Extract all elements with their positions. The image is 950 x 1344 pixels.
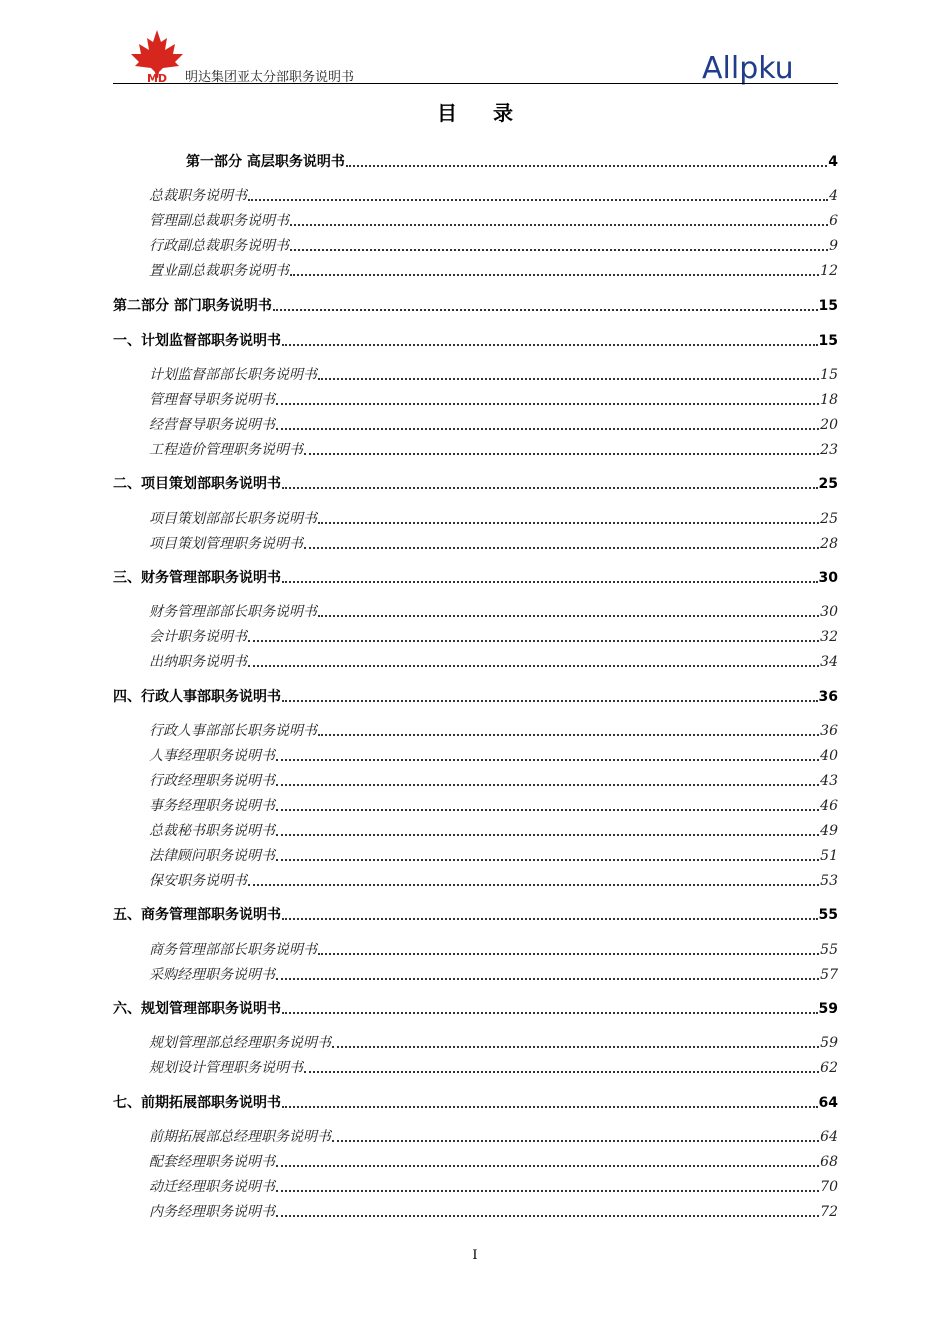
toc-entry-title: 会计职务说明书: [149, 629, 247, 645]
toc-dot-leader: [282, 1106, 818, 1108]
toc-entry-title: 管理督导职务说明书: [149, 392, 275, 408]
toc-entry-page: 30: [818, 570, 838, 586]
toc-section-entry[interactable]: [113, 999, 838, 1019]
toc-entry-title: 三、财务管理部职务说明书: [113, 570, 281, 586]
toc-entry-title: 工程造价管理职务说明书: [149, 442, 303, 458]
toc-entry-page: 59: [818, 1001, 838, 1017]
toc-dot-leader: [276, 403, 819, 405]
toc-dot-leader: [332, 1046, 819, 1048]
toc-section-entry[interactable]: [113, 296, 838, 316]
toc-entry-title: 动迁经理职务说明书: [149, 1179, 275, 1195]
toc-dot-leader: [276, 1215, 819, 1217]
toc-dot-leader: [276, 1165, 819, 1167]
toc-entry-page: 30: [820, 604, 838, 620]
toc-entry-page: 6: [829, 213, 838, 229]
page-number: I: [472, 1248, 478, 1263]
toc-entry-page: 23: [820, 442, 838, 458]
toc-dot-leader: [276, 859, 819, 861]
toc-dot-leader: [304, 1071, 819, 1073]
toc-entry-page: 43: [820, 773, 838, 789]
toc-dot-leader: [282, 581, 818, 583]
toc-entry-page: 70: [820, 1179, 838, 1195]
toc-entry-title: 总裁秘书职务说明书: [149, 823, 275, 839]
toc-item-entry[interactable]: [149, 186, 838, 206]
toc-dot-leader: [282, 700, 818, 702]
toc-dot-leader: [346, 165, 827, 167]
toc-dot-leader: [248, 640, 819, 642]
toc-entry-title: 四、行政人事部职务说明书: [113, 689, 281, 705]
toc-dot-leader: [318, 734, 819, 736]
toc-entry-title: 规划设计管理职务说明书: [149, 1060, 303, 1076]
toc-dot-leader: [290, 224, 828, 226]
toc-dot-leader: [318, 953, 819, 955]
toc-item-entry[interactable]: [149, 236, 838, 256]
toc-section-entry[interactable]: [113, 331, 838, 351]
toc-item-entry[interactable]: [149, 652, 838, 672]
toc-dot-leader: [318, 378, 819, 380]
toc-entry-title: 前期拓展部总经理职务说明书: [149, 1129, 331, 1145]
toc-entry-title: 置业副总裁职务说明书: [149, 263, 289, 279]
toc-entry-page: 40: [820, 748, 838, 764]
toc-item-entry[interactable]: [149, 771, 838, 791]
toc-entry-page: 28: [820, 536, 838, 552]
toc-entry-title: 五、商务管理部职务说明书: [113, 907, 281, 923]
toc-dot-leader: [290, 249, 828, 251]
toc-dot-leader: [276, 428, 819, 430]
toc-entry-title: 项目策划管理职务说明书: [149, 536, 303, 552]
toc-dot-leader: [276, 784, 819, 786]
toc-dot-leader: [248, 665, 819, 667]
toc-entry-title: 计划监督部部长职务说明书: [149, 367, 317, 383]
toc-entry-title: 第二部分 部门职务说明书: [113, 298, 272, 314]
toc-item-entry[interactable]: [149, 940, 838, 960]
toc-entry-page: 15: [818, 333, 838, 349]
toc-entry-title: 总裁职务说明书: [149, 188, 247, 204]
toc-entry-page: 18: [820, 392, 838, 408]
toc-item-entry[interactable]: [149, 415, 838, 435]
toc-entry-page: 25: [820, 511, 838, 527]
svg-text:MD: MD: [146, 72, 168, 84]
toc-entry-title: 配套经理职务说明书: [149, 1154, 275, 1170]
toc-dot-leader: [276, 1190, 819, 1192]
allpku-logo: [700, 46, 820, 86]
toc-dot-leader: [276, 978, 819, 980]
toc-entry-page: 15: [820, 367, 838, 383]
toc-item-entry[interactable]: [149, 1033, 838, 1053]
toc-item-entry[interactable]: [149, 796, 838, 816]
toc-entry-title: 七、前期拓展部职务说明书: [113, 1095, 281, 1111]
toc-section-entry[interactable]: [113, 905, 838, 925]
toc-entry-page: 9: [829, 238, 838, 254]
toc-section-entry[interactable]: [113, 474, 838, 494]
toc-item-entry[interactable]: [149, 1177, 838, 1197]
toc-item-entry[interactable]: [149, 721, 838, 741]
toc-entry-page: 34: [820, 654, 838, 670]
toc-entry-title: 采购经理职务说明书: [149, 967, 275, 983]
toc-entry-title: 一、计划监督部职务说明书: [113, 333, 281, 349]
toc-entry-page: 64: [818, 1095, 838, 1111]
md-maple-leaf-logo: [127, 28, 187, 84]
toc-dot-leader: [282, 918, 818, 920]
toc-item-entry[interactable]: [149, 602, 838, 622]
toc-entry-page: 4: [828, 154, 838, 170]
toc-entry-page: 55: [820, 942, 838, 958]
toc-entry-page: 15: [818, 298, 838, 314]
toc-entry-page: 57: [820, 967, 838, 983]
toc-entry-title: 管理副总裁职务说明书: [149, 213, 289, 229]
toc-dot-leader: [318, 522, 819, 524]
toc-entry-title: 内务经理职务说明书: [149, 1204, 275, 1220]
toc-entry-page: 32: [820, 629, 838, 645]
toc-dot-leader: [282, 344, 818, 346]
toc-entry-title: 出纳职务说明书: [149, 654, 247, 670]
toc-section-entry[interactable]: [113, 1093, 838, 1113]
toc-entry-title: 二、项目策划部职务说明书: [113, 476, 281, 492]
toc-entry-page: 72: [820, 1204, 838, 1220]
toc-item-entry[interactable]: [149, 365, 838, 385]
svg-text:Allpku: Allpku: [702, 51, 794, 86]
toc-item-entry[interactable]: [149, 871, 838, 891]
toc-entry-page: 51: [820, 848, 838, 864]
toc-dot-leader: [273, 309, 818, 311]
toc-entry-page: 53: [820, 873, 838, 889]
toc-title: 目录: [437, 101, 549, 125]
toc-item-entry[interactable]: [149, 440, 838, 460]
toc-entry-page: 36: [820, 723, 838, 739]
toc-item-entry[interactable]: [149, 390, 838, 410]
page-header: [113, 28, 838, 86]
toc-dot-leader: [304, 547, 819, 549]
toc-dot-leader: [282, 1012, 818, 1014]
toc-item-entry[interactable]: [149, 1152, 838, 1172]
toc-entry-title: 第一部分 高层职务说明书: [186, 154, 345, 170]
toc-entry-page: 55: [818, 907, 838, 923]
toc-item-entry[interactable]: [149, 1058, 838, 1078]
toc-dot-leader: [276, 809, 819, 811]
toc-entry-page: 12: [820, 263, 838, 279]
toc-entry-title: 六、规划管理部职务说明书: [113, 1001, 281, 1017]
toc-entry-title: 财务管理部部长职务说明书: [149, 604, 317, 620]
toc-item-entry[interactable]: [149, 211, 838, 231]
toc-dot-leader: [318, 615, 819, 617]
toc-entry-page: 68: [820, 1154, 838, 1170]
toc-entry-page: 36: [818, 689, 838, 705]
toc-item-entry[interactable]: [149, 261, 838, 281]
toc-entry-title: 事务经理职务说明书: [149, 798, 275, 814]
toc-item-entry[interactable]: [149, 965, 838, 985]
toc-entry-title: 项目策划部部长职务说明书: [149, 511, 317, 527]
toc-entry-page: 62: [820, 1060, 838, 1076]
toc-item-entry[interactable]: [149, 534, 838, 554]
toc-entry-title: 行政经理职务说明书: [149, 773, 275, 789]
toc-section-entry[interactable]: [186, 152, 838, 172]
toc-dot-leader: [248, 199, 828, 201]
toc-item-entry[interactable]: [149, 846, 838, 866]
toc-dot-leader: [332, 1140, 819, 1142]
toc-dot-leader: [304, 453, 819, 455]
toc-entry-title: 经营督导职务说明书: [149, 417, 275, 433]
toc-section-entry[interactable]: [113, 687, 838, 707]
toc-entry-title: 行政副总裁职务说明书: [149, 238, 289, 254]
toc-dot-leader: [248, 884, 819, 886]
toc-item-entry[interactable]: [149, 627, 838, 647]
toc-entry-page: 59: [820, 1035, 838, 1051]
toc-item-entry[interactable]: [149, 1127, 838, 1147]
toc-entry-page: 46: [820, 798, 838, 814]
toc-entry-page: 20: [820, 417, 838, 433]
toc-section-entry[interactable]: [113, 568, 838, 588]
toc-dot-leader: [276, 759, 819, 761]
toc-dot-leader: [282, 487, 818, 489]
toc-entry-page: 49: [820, 823, 838, 839]
toc-entry-page: 4: [829, 188, 838, 204]
toc-item-entry[interactable]: [149, 509, 838, 529]
toc-entry-title: 行政人事部部长职务说明书: [149, 723, 317, 739]
toc-item-entry[interactable]: [149, 746, 838, 766]
header-rule: [113, 83, 838, 84]
toc-entry-page: 25: [818, 476, 838, 492]
toc-entry-title: 商务管理部部长职务说明书: [149, 942, 317, 958]
toc-dot-leader: [290, 274, 819, 276]
toc-item-entry[interactable]: [149, 1202, 838, 1222]
toc-entry-page: 64: [820, 1129, 838, 1145]
company-name: 明达集团亚太分部职务说明书: [185, 70, 355, 85]
toc-entry-title: 法律顾问职务说明书: [149, 848, 275, 864]
toc-entry-title: 规划管理部总经理职务说明书: [149, 1035, 331, 1051]
toc-dot-leader: [276, 834, 819, 836]
toc-entry-title: 人事经理职务说明书: [149, 748, 275, 764]
toc-entry-title: 保安职务说明书: [149, 873, 247, 889]
toc-item-entry[interactable]: [149, 821, 838, 841]
